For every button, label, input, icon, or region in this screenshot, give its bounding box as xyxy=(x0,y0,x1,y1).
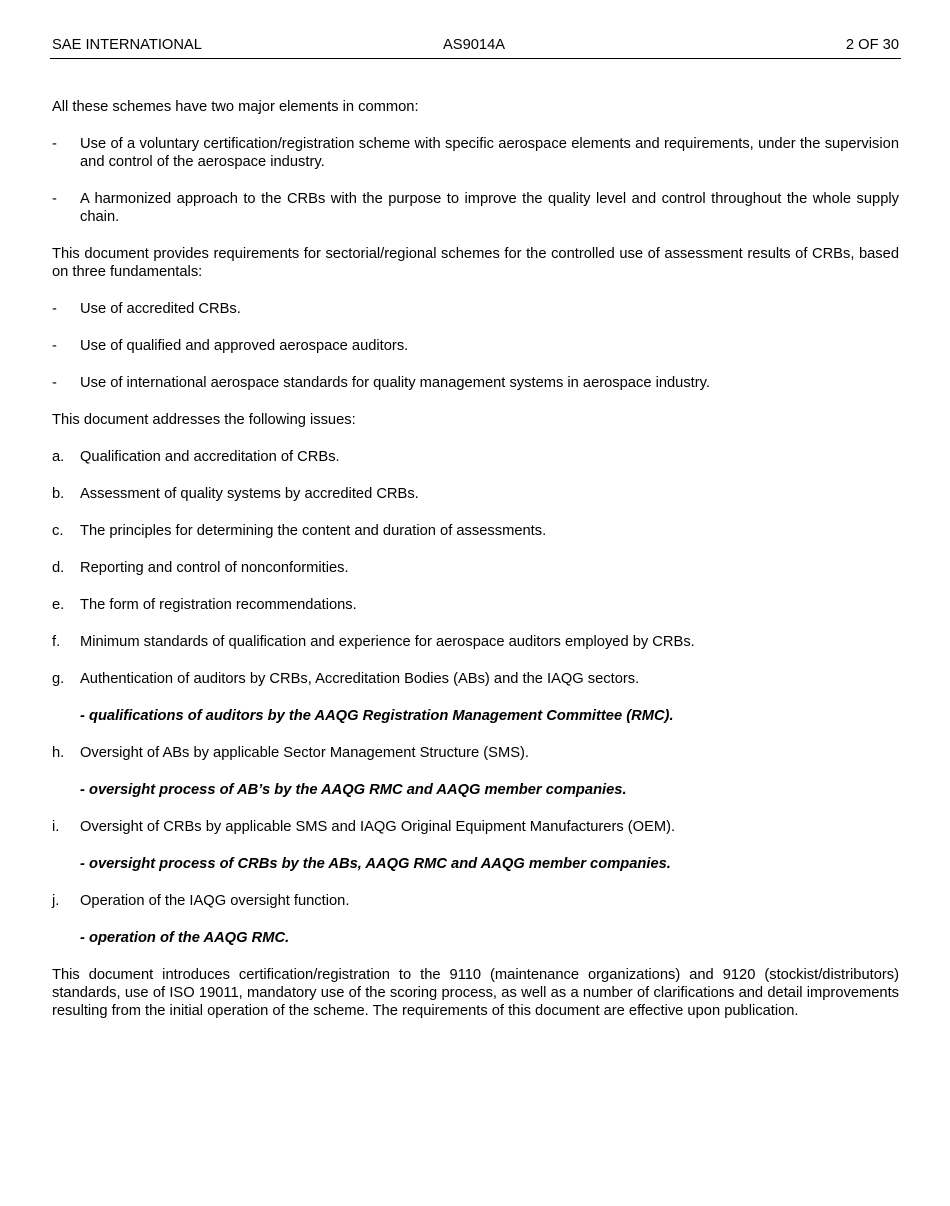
list-item-text: Use of qualified and approved aerospace auditors. xyxy=(80,338,409,354)
list-marker: h. xyxy=(52,745,65,761)
list-item-text: Oversight of ABs by applicable Sector Management Structure (SMS). xyxy=(80,745,529,761)
list-marker: j. xyxy=(52,893,60,909)
issue-item xyxy=(52,448,899,466)
issue-sub-note: - operation of the AAQG RMC. xyxy=(80,930,290,946)
list-item-text: Reporting and control of nonconformities. xyxy=(80,560,349,576)
list-item-text: The principles for determining the content and duration of assessments. xyxy=(80,523,547,539)
header-page-number: 2 OF 30 xyxy=(845,37,899,53)
list-item-text: Use of international aerospace standards for quality management systems in aerospace industry. xyxy=(80,375,710,391)
header-document-number: AS9014A xyxy=(443,37,506,53)
list-item-text: A harmonized approach to the CRBs with the purpose to improve the quality level and control throughout the whole supply chain. xyxy=(80,191,899,225)
fundamental-item xyxy=(52,374,899,392)
closing-paragraph: This document introduces certification/registration to the 9110 (maintenance organizations) and 9120 (stockist/distributors) standards, use of ISO 19011, mandatory use of the scoring process, as well as a number of clarifications and detail improvements resulting from the initial operation of the scheme. The requirements of this document are effective upon publication. xyxy=(52,967,899,1019)
issue-item xyxy=(52,485,899,503)
list-marker: c. xyxy=(52,523,64,539)
issue-item xyxy=(52,633,899,651)
list-marker: i. xyxy=(52,819,60,835)
list-item-text: Minimum standards of qualification and experience for aerospace auditors employed by CRBs. xyxy=(80,634,695,650)
page-header xyxy=(50,36,901,59)
list-marker: - xyxy=(52,301,57,317)
common-element-item xyxy=(52,135,899,171)
provides-paragraph: This document provides requirements for sectorial/regional schemes for the controlled use of assessment results of CRBs, based on three fundamentals: xyxy=(52,246,899,280)
list-marker: d. xyxy=(52,560,65,576)
issue-item xyxy=(52,818,899,836)
list-marker: - xyxy=(52,191,57,207)
addresses-paragraph: This document addresses the following issues: xyxy=(52,412,356,428)
intro-paragraph: All these schemes have two major elements in common: xyxy=(52,99,419,115)
list-item-text: Qualification and accreditation of CRBs. xyxy=(80,449,340,465)
issue-item xyxy=(52,670,899,688)
list-marker: - xyxy=(52,136,57,152)
list-item-text: Authentication of auditors by CRBs, Accreditation Bodies (ABs) and the IAQG sectors. xyxy=(80,671,640,687)
list-marker: - xyxy=(52,338,57,354)
list-item-text: Use of a voluntary certification/registration scheme with specific aerospace elements and requirements, under the supervision and control of the aerospace industry. xyxy=(80,136,899,170)
issue-item xyxy=(52,596,899,614)
issue-sub-note: - qualifications of auditors by the AAQG Registration Management Committee (RMC). xyxy=(80,708,674,724)
list-item-text: The form of registration recommendations. xyxy=(80,597,357,613)
list-item-text: Use of accredited CRBs. xyxy=(80,301,241,317)
issue-item xyxy=(52,522,899,540)
fundamental-item xyxy=(52,300,899,318)
list-item-text: Assessment of quality systems by accredited CRBs. xyxy=(80,486,419,502)
list-item-text: Operation of the IAQG oversight function. xyxy=(80,893,350,909)
issue-item xyxy=(52,559,899,577)
list-marker: f. xyxy=(52,634,61,650)
list-marker: b. xyxy=(52,486,65,502)
list-item-text: Oversight of CRBs by applicable SMS and IAQG Original Equipment Manufacturers (OEM). xyxy=(80,819,676,835)
issue-item xyxy=(52,892,899,910)
issue-item xyxy=(52,744,899,762)
list-marker: e. xyxy=(52,597,65,613)
list-marker: g. xyxy=(52,671,65,687)
issue-sub-note: - oversight process of AB’s by the AAQG RMC and AAQG member companies. xyxy=(80,782,627,798)
document-body xyxy=(52,98,899,1020)
issue-sub-note: - oversight process of CRBs by the ABs, AAQG RMC and AAQG member companies. xyxy=(80,856,671,872)
fundamental-item xyxy=(52,337,899,355)
list-marker: - xyxy=(52,375,57,391)
header-organization: SAE INTERNATIONAL xyxy=(52,37,202,53)
common-element-item xyxy=(52,190,899,226)
list-marker: a. xyxy=(52,449,65,465)
